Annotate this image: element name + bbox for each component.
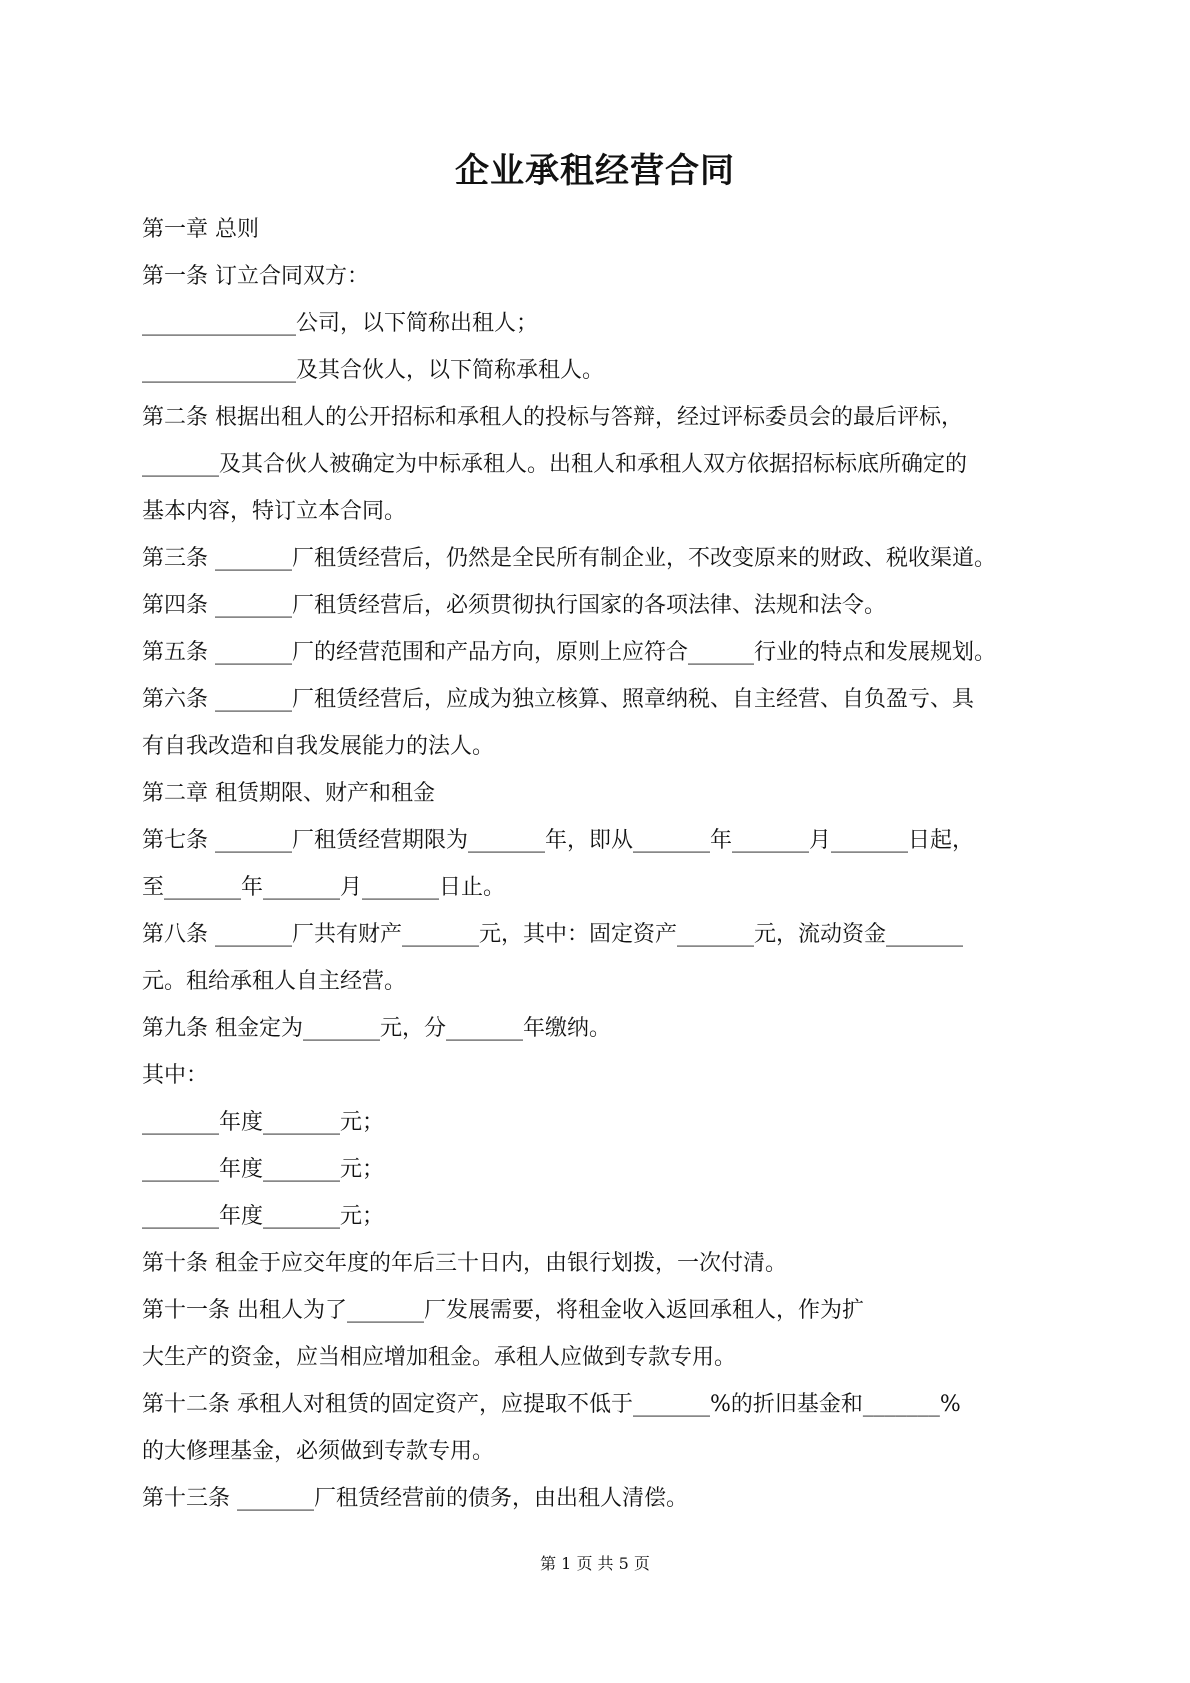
text-line: 其中： xyxy=(142,1063,209,1088)
text-line: 第十一条 出租人为了_______厂发展需要，将租金收入返回承租人，作为扩 xyxy=(142,1298,864,1323)
page-number: 第 1 页 共 5 页 xyxy=(540,1554,650,1573)
text-line: 有自我改造和自我发展能力的法人。 xyxy=(142,734,495,759)
text-line: 第九条 租金定为_______元，分_______年缴纳。 xyxy=(142,1016,611,1041)
text-line: 第七条 _______厂租赁经营期限为_______年，即从_______年_______月_______日起， xyxy=(142,828,974,853)
text-line: 至_______年_______月_______日止。 xyxy=(142,875,506,900)
text-line: 第六条 _______厂租赁经营后，应成为独立核算、照章纳税、自主经营、自负盈亏、具 xyxy=(142,687,974,712)
text-line: _______年度_______元； xyxy=(142,1157,385,1182)
text-line: ______________及其合伙人，以下简称承租人。 xyxy=(142,358,605,383)
text-line: 第一章 总则 xyxy=(142,217,259,242)
document-title: 企业承租经营合同 xyxy=(455,151,735,191)
text-line: _______年度_______元； xyxy=(142,1204,385,1229)
text-line: 的大修理基金，必须做到专款专用。 xyxy=(142,1439,495,1464)
document-body xyxy=(142,206,1077,1522)
text-line: 大生产的资金，应当相应增加租金。承租人应做到专款专用。 xyxy=(142,1345,737,1370)
text-line: _______及其合伙人被确定为中标承租人。出租人和承租人双方依据招标标底所确定的 xyxy=(142,452,968,477)
text-line: 第三条 _______厂租赁经营后，仍然是全民所有制企业，不改变原来的财政、税收渠道。 xyxy=(142,546,996,571)
text-line: 基本内容，特订立本合同。 xyxy=(142,499,407,524)
text-line: 第十条 租金于应交年度的年后三十日内，由银行划拨，一次付清。 xyxy=(142,1251,787,1276)
text-line: 第十三条 _______厂租赁经营前的债务，由出租人清偿。 xyxy=(142,1486,688,1511)
text-line: 第一条 订立合同双方： xyxy=(142,264,369,289)
text-line: 第十二条 承租人对租赁的固定资产，应提取不低于_______%的折旧基金和_______% xyxy=(142,1392,961,1417)
text-line: 元。租给承租人自主经营。 xyxy=(142,969,407,994)
text-line: ______________公司，以下简称出租人； xyxy=(142,311,539,336)
text-line: 第五条 _______厂的经营范围和产品方向，原则上应符合______行业的特点和发展规划。 xyxy=(142,640,996,665)
text-line: 第四条 _______厂租赁经营后，必须贯彻执行国家的各项法律、法规和法令。 xyxy=(142,593,886,618)
text-line: 第二章 租赁期限、财产和租金 xyxy=(142,781,435,806)
text-line: 第二条 根据出租人的公开招标和承租人的投标与答辩，经过评标委员会的最后评标， xyxy=(142,405,963,430)
text-line: _______年度_______元； xyxy=(142,1110,385,1135)
text-line: 第八条 _______厂共有财产_______元，其中：固定资产_______元，流动资金_______ xyxy=(142,922,963,947)
